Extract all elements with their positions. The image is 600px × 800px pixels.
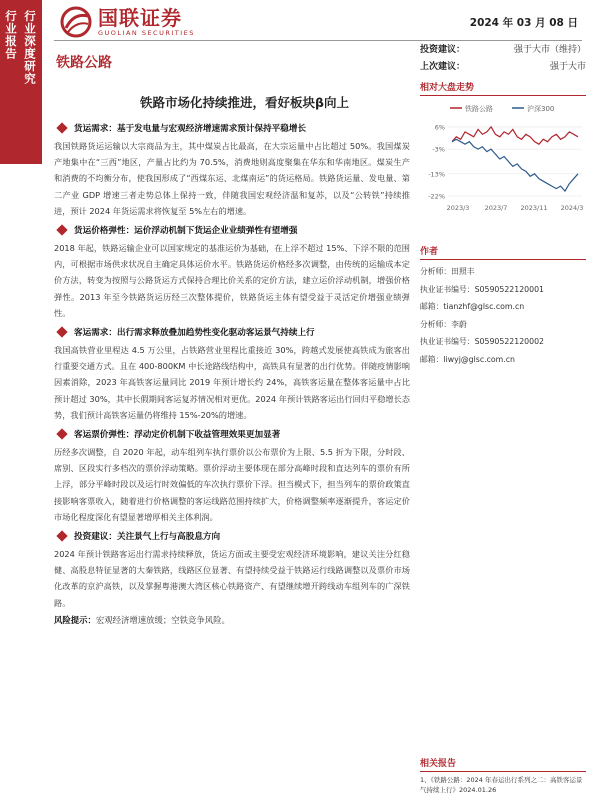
x-tick-label: 2023/7 <box>484 204 508 212</box>
section-title: 客运需求：出行需求释放叠加趋势性变化驱动客运景气持续上行 <box>54 325 410 339</box>
market-chart-svg <box>420 100 586 218</box>
sidebar-label-1: 行业报告 <box>4 10 18 60</box>
rating-box <box>420 40 586 74</box>
brand-name-cn: 国联证券 <box>98 6 182 30</box>
section-title: 投资建议：关注景气上行与高股息方向 <box>54 529 410 543</box>
legend-label: 沪深300 <box>527 105 555 113</box>
section-text: 历经多次调整，自 2020 年起，动车组列车执行票价以公布票价为上限、5.5 折为下限，分时段、席别、区段实行多档次的票价浮动策略。票价浮动主要体现在部分高峰时段和直达列车的票价有所上浮，部分平峰时段以及运行时效偏低的车次执行票价下浮。担当模式下，担当列车的票价政策直接影响客票收入，随着进行价格调整的客运线路范围持续扩大，价格调整频率逐渐提升，客运定价市场化程度深化有望显著增厚相关主体利润。 <box>54 447 410 522</box>
authors-panel <box>420 244 586 368</box>
industry-title: 铁路公路 <box>56 55 112 71</box>
section-text: 2018 年起，铁路运输企业可以国家规定的基准运价为基础，在上浮不超过 15%、下浮不限的范围内，可根据市场供求状况自主确定具体运价水平。铁路货运价格经多次调整，由传统的运输成本定价方法，转变为按照与公路货运方式保持合理比价关系的定价方法，建立运价浮动机制，增强价格弹性。2013 年至今铁路货运历经三次整体提价，铁路货运主体有望受益于灵活定价增强业绩弹性。 <box>54 243 410 318</box>
report-body <box>54 115 410 627</box>
section-title: 客运票价弹性：浮动定价机制下收益管理效果更加显著 <box>54 427 410 441</box>
series-line-railway <box>452 127 578 144</box>
related-title: 相关报告 <box>420 756 586 772</box>
risk-label: 风险提示： <box>54 614 96 625</box>
bullet-diamond-icon <box>56 122 67 133</box>
sidebar-label-2: 行业深度研究 <box>23 10 37 85</box>
report-headline: 铁路市场化持续推进，看好板块β向上 <box>140 95 349 110</box>
rating-value: 强于大市 <box>549 62 586 72</box>
market-chart <box>420 100 586 218</box>
bullet-diamond-icon <box>56 224 67 235</box>
author-line: 分析师：田照丰 <box>420 267 475 276</box>
x-tick-label: 2024/3 <box>560 204 584 212</box>
market-chart-panel <box>420 80 586 218</box>
y-tick-label: -22% <box>428 192 445 201</box>
related-reports <box>420 756 586 795</box>
rating-row <box>420 40 586 57</box>
bullet-diamond-icon <box>56 530 67 541</box>
y-tick-label: -13% <box>428 170 445 179</box>
risk-warning <box>54 613 410 627</box>
x-tick-label: 2023/11 <box>520 204 548 212</box>
author-line: 执业证书编号：S0590522120001 <box>420 284 545 294</box>
brand-mark-icon <box>60 6 92 38</box>
y-tick-label: -3% <box>432 145 445 154</box>
section-title: 货运价格弹性：运价浮动机制下货运企业业绩弹性有望增强 <box>54 223 410 237</box>
section-title: 货运需求：基于发电量与宏观经济增速需求预计保持平稳增长 <box>54 121 410 135</box>
bullet-diamond-icon <box>56 326 67 337</box>
risk-text: 宏观经济增速放缓；空铁竞争风险。 <box>95 614 230 625</box>
legend-label: 铁路公路 <box>465 105 493 113</box>
rating-value: 强于大市（维持） <box>513 45 586 55</box>
brand-logo <box>60 6 195 38</box>
author-line: 邮箱：tianzhf@glsc.com.cn <box>420 302 525 311</box>
related-report-link[interactable]: 1、《铁路公路：2024 年春运出行系列之二：高铁客运景气持续上行》2024.01.26 <box>420 776 583 794</box>
section-text: 我国高铁营业里程达 4.5 万公里，占铁路营业里程比重接近 30%，跨越式发展使高铁成为旅客出行重要交通方式。且在 400-800KM 中长途路线结构中，高铁具有显著的出行优势。伴随疫情影响因素消除，2023 年高铁客运量同比 2019 年预计增长约 24%，高铁客运量在整体客运量中占比预计超过 30%，其中长假期间客运复苏情况相对更优。2024 年预计铁路客运出行回归平稳增长态势，我们预计高铁客运量仍将维持 15%-20%的增速。 <box>54 345 410 420</box>
report-type-sidebar <box>0 0 42 164</box>
market-chart-title: 相对大盘走势 <box>420 80 586 96</box>
y-tick-label: 6% <box>434 123 445 132</box>
section-text: 2024 年预计铁路客运出行需求持续释放，货运方面或主要受宏观经济环境影响，建议关注分红稳健、高股息特征显著的大秦铁路，线路区位显著、有望持续受益于铁路运行线路调整以及票价市场化改革的京沪高铁，以及掌握粤港澳大湾区核心铁路资产、有望继续增开跨线动车组列车的广深铁路。 <box>54 549 410 608</box>
x-tick-label: 2023/3 <box>446 204 470 212</box>
author-line: 执业证书编号：S0590522120002 <box>420 337 545 346</box>
rating-row <box>420 57 586 74</box>
author-line: 邮箱：liwyj@glsc.com.cn <box>420 354 515 364</box>
brand-name-en: GUOLIAN SECURITIES <box>98 29 195 37</box>
rating-label: 上次建议： <box>420 62 466 72</box>
bullet-diamond-icon <box>56 428 67 439</box>
rating-label: 投资建议： <box>420 45 466 55</box>
author-line: 分析师：李蔚 <box>420 319 467 329</box>
authors-title: 作者 <box>420 244 586 260</box>
series-line-csi300 <box>452 139 578 191</box>
section-text: 我国铁路货运运输以大宗商品为主，其中煤炭占比最高，在大宗运量中占比超过 50%。我国煤炭产地集中在“三西”地区，产量占比约为 70.5%，消费地则高度聚集在华东和华南地区。煤炭生产和消费的不均衡分布，使我国形成了“西煤东运、北煤南运”的货运格局。铁路货运量、发电量、第二产业 GDP 增速三者走势总体上保持一致，伴随我国宏观经济温和复苏，以及“公转铁”持续推进，预计 2024 年货运需求将恢复至 5%左右的增速。 <box>54 141 410 216</box>
report-date: 2024 年 03 月 08 日 <box>469 17 578 29</box>
